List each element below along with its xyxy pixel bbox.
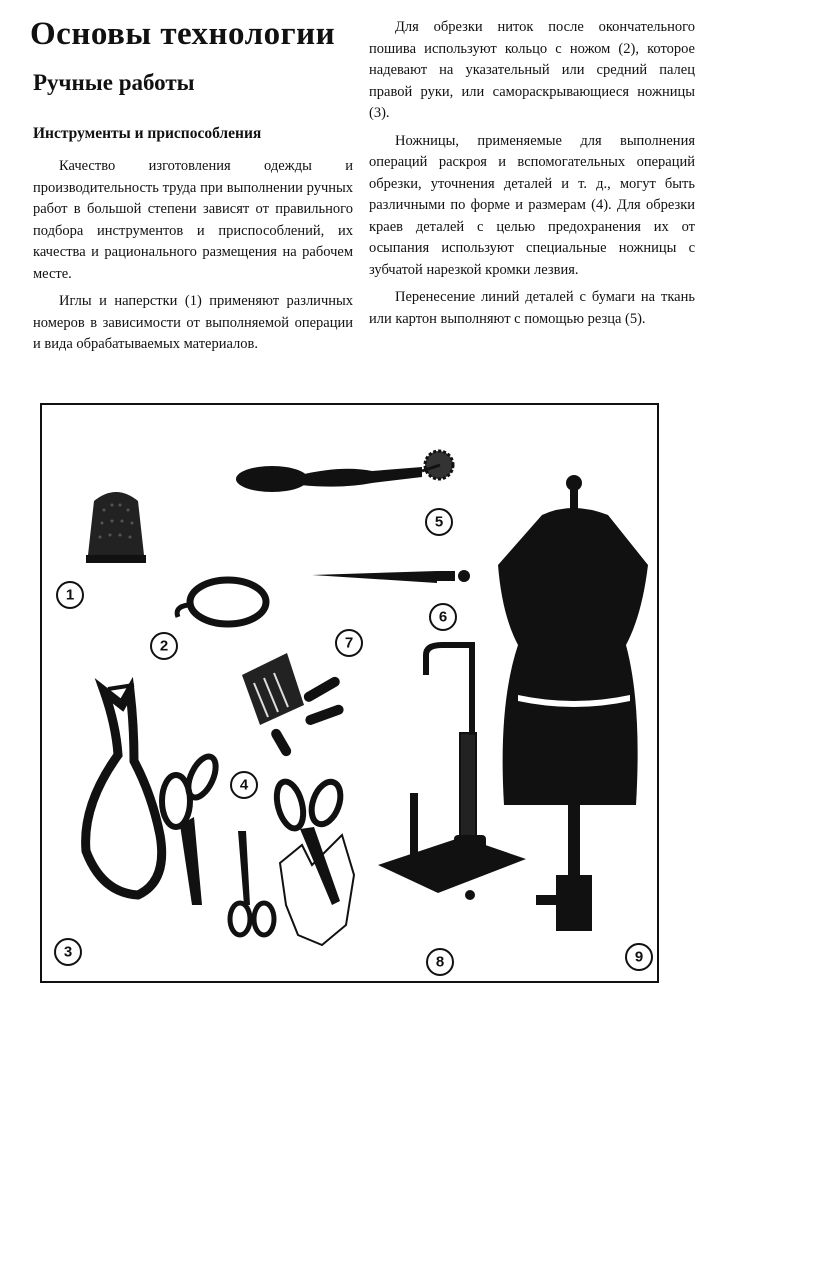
figure-label <box>426 509 452 535</box>
section-title: Ручные работы <box>33 70 195 95</box>
figure-label <box>427 949 453 975</box>
left-column <box>33 156 353 356</box>
svg-text:7: 7 <box>344 634 354 652</box>
pins-icon <box>242 653 345 758</box>
svg-text:8: 8 <box>435 953 445 971</box>
figure-label <box>55 939 81 965</box>
figure-label <box>151 633 177 659</box>
paragraph: Для обрезки ниток после окончательного пошива используют кольцо с ножом (2), которое надевают на указательный или средний палец правой руки, или самораскрывающиеся ножницы (3). <box>369 19 695 121</box>
svg-text:3: 3 <box>63 943 73 961</box>
tools-illustration <box>40 403 659 983</box>
paragraph: Иглы и наперстки (1) применяют различных номеров в зависимости от выполняемой операции и вида обрабатываемых материалов. <box>33 293 353 352</box>
awl-icon <box>312 570 470 583</box>
paragraph: Перенесение линий деталей с бумаги на ткань или картон выполняют с помощью резца (5). <box>369 289 695 327</box>
figure-label <box>430 604 456 630</box>
subsection-title: Инструменты и приспособления <box>33 125 262 142</box>
paragraph: Ножницы, применяемые для выполнения операций раскроя и вспомогательных операций обрезки, уточнения деталей и т. д., могут быть различными по форме и размерам (4). Для обрезки краев деталей с целью предохранения их от осыпания используют специальные ножницы с зубчатой нарезкой кромки лезвия. <box>369 132 695 278</box>
ring-knife-icon <box>177 580 266 624</box>
thimble-icon <box>86 492 146 563</box>
tracing-wheel-icon <box>236 451 453 492</box>
svg-text:1: 1 <box>65 586 75 604</box>
spring-scissors-icon <box>86 685 162 895</box>
svg-text:4: 4 <box>239 776 249 794</box>
svg-text:5: 5 <box>434 513 444 531</box>
svg-text:9: 9 <box>634 948 644 966</box>
figure-label <box>626 944 652 970</box>
figure-label <box>336 630 362 656</box>
right-column <box>369 17 695 330</box>
figure-label <box>57 582 83 608</box>
scissors-icon <box>162 752 354 945</box>
mannequin-icon <box>498 475 648 931</box>
illustration-canvas <box>42 405 657 981</box>
page-title: Основы технологии <box>30 16 336 52</box>
figure-label <box>231 772 257 798</box>
paragraph: Качество изготовления одежды и производительность труда при выполнении ручных работ в большой степени зависят от правильного подбора инструментов и приспособлений, их качества и рационального размещения на рабочем месте. <box>33 158 353 282</box>
svg-text:6: 6 <box>438 608 448 626</box>
svg-text:2: 2 <box>159 637 169 655</box>
